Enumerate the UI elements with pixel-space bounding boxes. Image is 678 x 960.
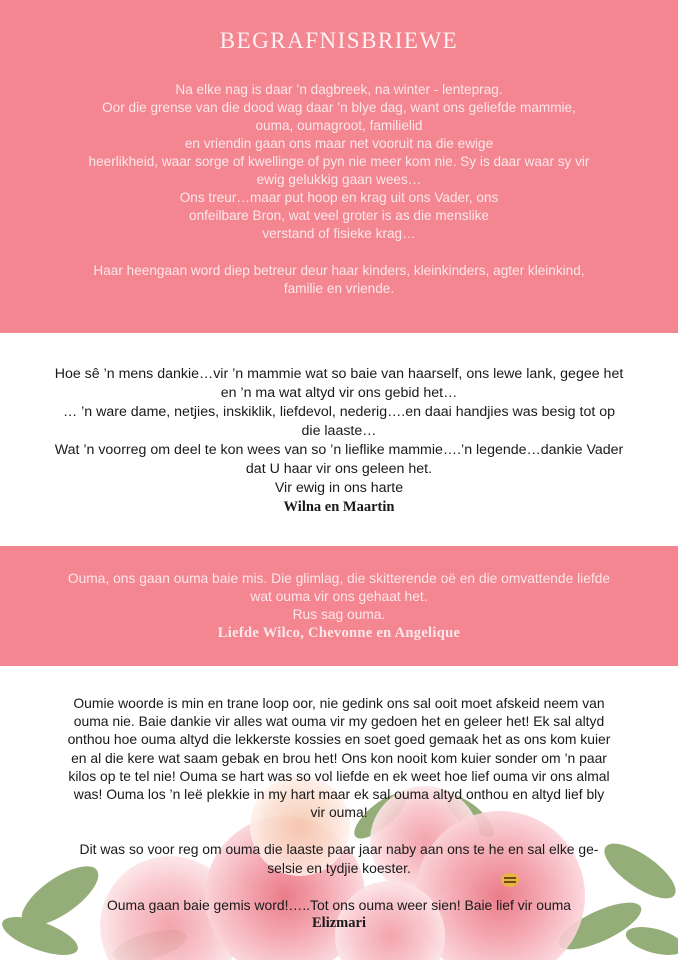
- letter-line: dat U haar vir ons geleen het.: [245, 461, 433, 477]
- letter-line: en al die kere wat saam gebak en brou het! Ons kon nooit kom kuier sonder om ’n paar: [71, 749, 607, 766]
- letter-line: die laaste…: [301, 423, 377, 439]
- letter-signature: Wilna en Maartin: [283, 499, 395, 515]
- letter-body: [9, 333, 669, 517]
- letter-signature: Liefde Wilco, Chevonne en Angelique: [217, 625, 461, 641]
- letter-line: en ’n ma wat altyd vir ons gebid het…: [220, 385, 458, 401]
- intro-poem: [39, 81, 639, 243]
- letter-line: Vir ewig in ons harte: [274, 480, 404, 496]
- letter-line: onthou hoe ouma altyd die lekkerste kossies en soet goed gemaak het as ons kom kuier: [67, 731, 611, 748]
- letter-line: … ’n ware dame, netjies, inskiklik, liefdevol, nederig….en daai handjies was besig tot op: [62, 404, 616, 420]
- letter-line: Hoe sê ’n mens dankie…vir ’n mammie wat so baie van haarself, ons lewe lank, gegee het: [54, 366, 624, 382]
- header-section: [0, 0, 678, 333]
- letter-line: Rus sag ouma.: [292, 607, 386, 622]
- page-title: BEGRAFNISBRIEWE: [219, 28, 459, 53]
- letter-line: ouma nie. Baie dankie vir alles wat ouma vir my gedoen het en geleer het! Ek sal altyd: [73, 713, 605, 730]
- letter-body: [14, 694, 664, 933]
- poem-line: Oor die grense van die dood wag daar ’n blye dag, want ons geliefde mammie,: [102, 100, 576, 115]
- letter-elizmari: [0, 666, 678, 960]
- poem-line: heerlikheid, waar sorge of kwellinge of pyn nie meer kom nie. Sy is daar waar sy vir: [88, 154, 590, 169]
- letter-line: Ouma gaan baie gemis word!…..Tot ons ouma weer sien! Baie lief vir ouma: [106, 896, 571, 913]
- poem-line: Na elke nag is daar ’n dagbreek, na winter - lenteprag.: [175, 82, 503, 97]
- poem-line: verstand of fisieke krag…: [262, 226, 416, 241]
- poem-line: en vriendin gaan ons maar net vooruit na die ewige: [184, 136, 494, 151]
- letter-signature: Elizmari: [312, 915, 366, 932]
- letter-wilna-maartin: [0, 333, 678, 546]
- notice-line: familie en vriende.: [283, 281, 395, 296]
- letter-line: kilos op te tel nie! Ouma se hart was so vol liefde en ek weet hoe lief ouma vir ons almal: [68, 767, 610, 784]
- poem-line: Ons treur…maar put hoop en krag uit ons Vader, ons: [179, 190, 499, 205]
- letter-line: selsie en tydjie koester.: [267, 859, 411, 876]
- letter-body: [19, 546, 659, 643]
- notice-line: Haar heengaan word diep betreur deur haar kinders, kleinkinders, agter kleinkind,: [93, 263, 585, 278]
- letter-line: was! Ouma los ’n leë plekkie in my hart maar ek sal ouma altyd onthou en altyd lief bly: [73, 786, 605, 803]
- mourning-notice: [24, 262, 654, 298]
- letter-line: vir ouma!: [310, 804, 368, 821]
- poem-line: onfeilbare Bron, wat veel groter is as die menslike: [189, 208, 489, 223]
- letter-line: Dit was so voor reg om ouma die laaste paar jaar naby aan ons te he en sal elke ge-: [79, 841, 599, 858]
- poem-line: ouma, oumagroot, familielid: [255, 118, 423, 133]
- letter-line: Wat ’n voorreg om deel te kon wees van so ’n lieflike mammie….’n legende…dankie Vader: [54, 442, 624, 458]
- letter-line: Ouma, ons gaan ouma baie mis. Die glimlag, die skitterende oë en die omvattende liefde: [67, 571, 611, 586]
- letter-wilco-chevonne-angelique: [0, 546, 678, 666]
- letter-line: wat ouma vir ons gehaat het.: [250, 589, 428, 604]
- poem-line: ewig gelukkig gaan wees…: [256, 172, 422, 187]
- letter-line: Oumie woorde is min en trane loop oor, nie gedink ons sal ooit moet afskeid neem van: [73, 695, 605, 711]
